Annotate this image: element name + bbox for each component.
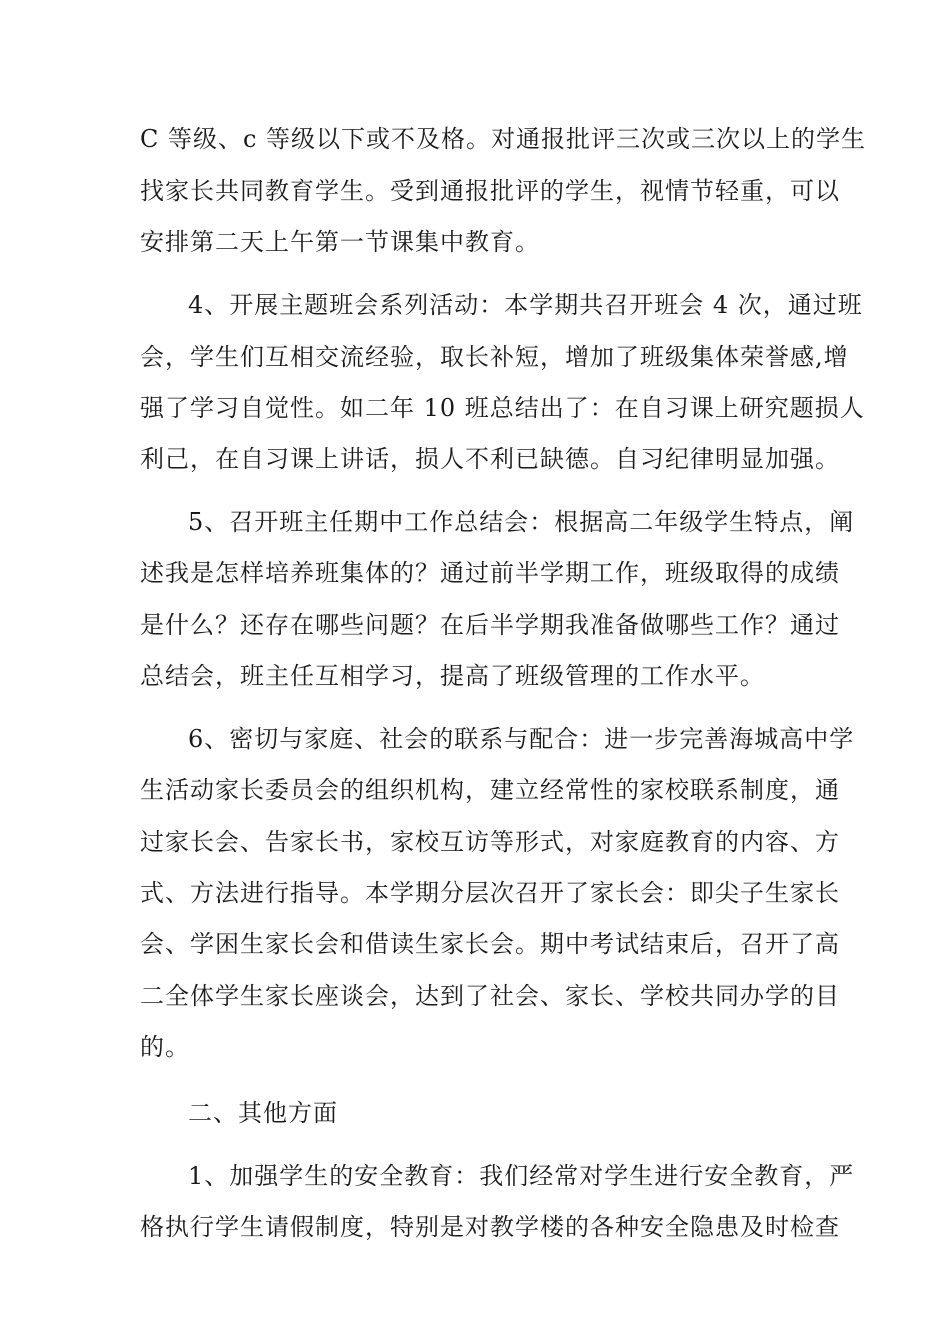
text-line: 找家长共同教育学生。受到通报批评的学生，视情节轻重，可以 — [140, 177, 840, 205]
paragraph-first-line: 1、加强学生的安全教育：我们经常对学生进行安全教育，严 — [188, 1162, 855, 1190]
paragraph-first-line: 5、召开班主任期中工作总结会：根据高二年级学生特点，阐 — [188, 508, 855, 536]
paragraph-first-line: 4、开展主题班会系列活动：本学期共召开班会 4 次，通过班 — [188, 291, 863, 319]
text-line: 述我是怎样培养班集体的？通过前半学期工作，班级取得的成绩 — [140, 559, 840, 587]
text-line: 格执行学生请假制度，特别是对教学楼的各种安全隐患及时检查 — [140, 1213, 840, 1241]
text-line: 强了学习自觉性。如二年 10 班总结出了：在自习课上研究题损人 — [140, 394, 865, 422]
text-line: 二全体学生家长座谈会，达到了社会、家长、学校共同办学的目 — [140, 982, 840, 1010]
text-line: 的。 — [140, 1033, 190, 1061]
text-line: 利己，在自习课上讲话，损人不利已缺德。自习纪律明显加强。 — [140, 445, 840, 473]
paragraph-first-line: 6、密切与家庭、社会的联系与配合：进一步完善海城高中学 — [188, 725, 855, 753]
text-line: 式、方法进行指导。本学期分层次召开了家长会：即尖子生家长 — [140, 879, 840, 907]
text-line: C 等级、c 等级以下或不及格。对通报批评三次或三次以上的学生 — [140, 125, 867, 153]
text-line: 生活动家长委员会的组织机构，建立经常性的家校联系制度，通 — [140, 776, 840, 804]
text-line: 会，学生们互相交流经验，取长补短，增加了班级集体荣誉感,增 — [140, 343, 849, 371]
text-line: 是什么？还存在哪些问题？在后半学期我准备做哪些工作？通过 — [140, 611, 840, 639]
text-line: 过家长会、告家长书，家校互访等形式，对家庭教育的内容、方 — [140, 828, 840, 856]
text-line: 总结会，班主任互相学习，提高了班级管理的工作水平。 — [140, 662, 765, 690]
text-line: 会、学困生家长会和借读生家长会。期中考试结束后，召开了高 — [140, 930, 840, 958]
section-heading: 二、其他方面 — [188, 1099, 338, 1127]
text-line: 安排第二天上午第一节课集中教育。 — [140, 228, 540, 256]
